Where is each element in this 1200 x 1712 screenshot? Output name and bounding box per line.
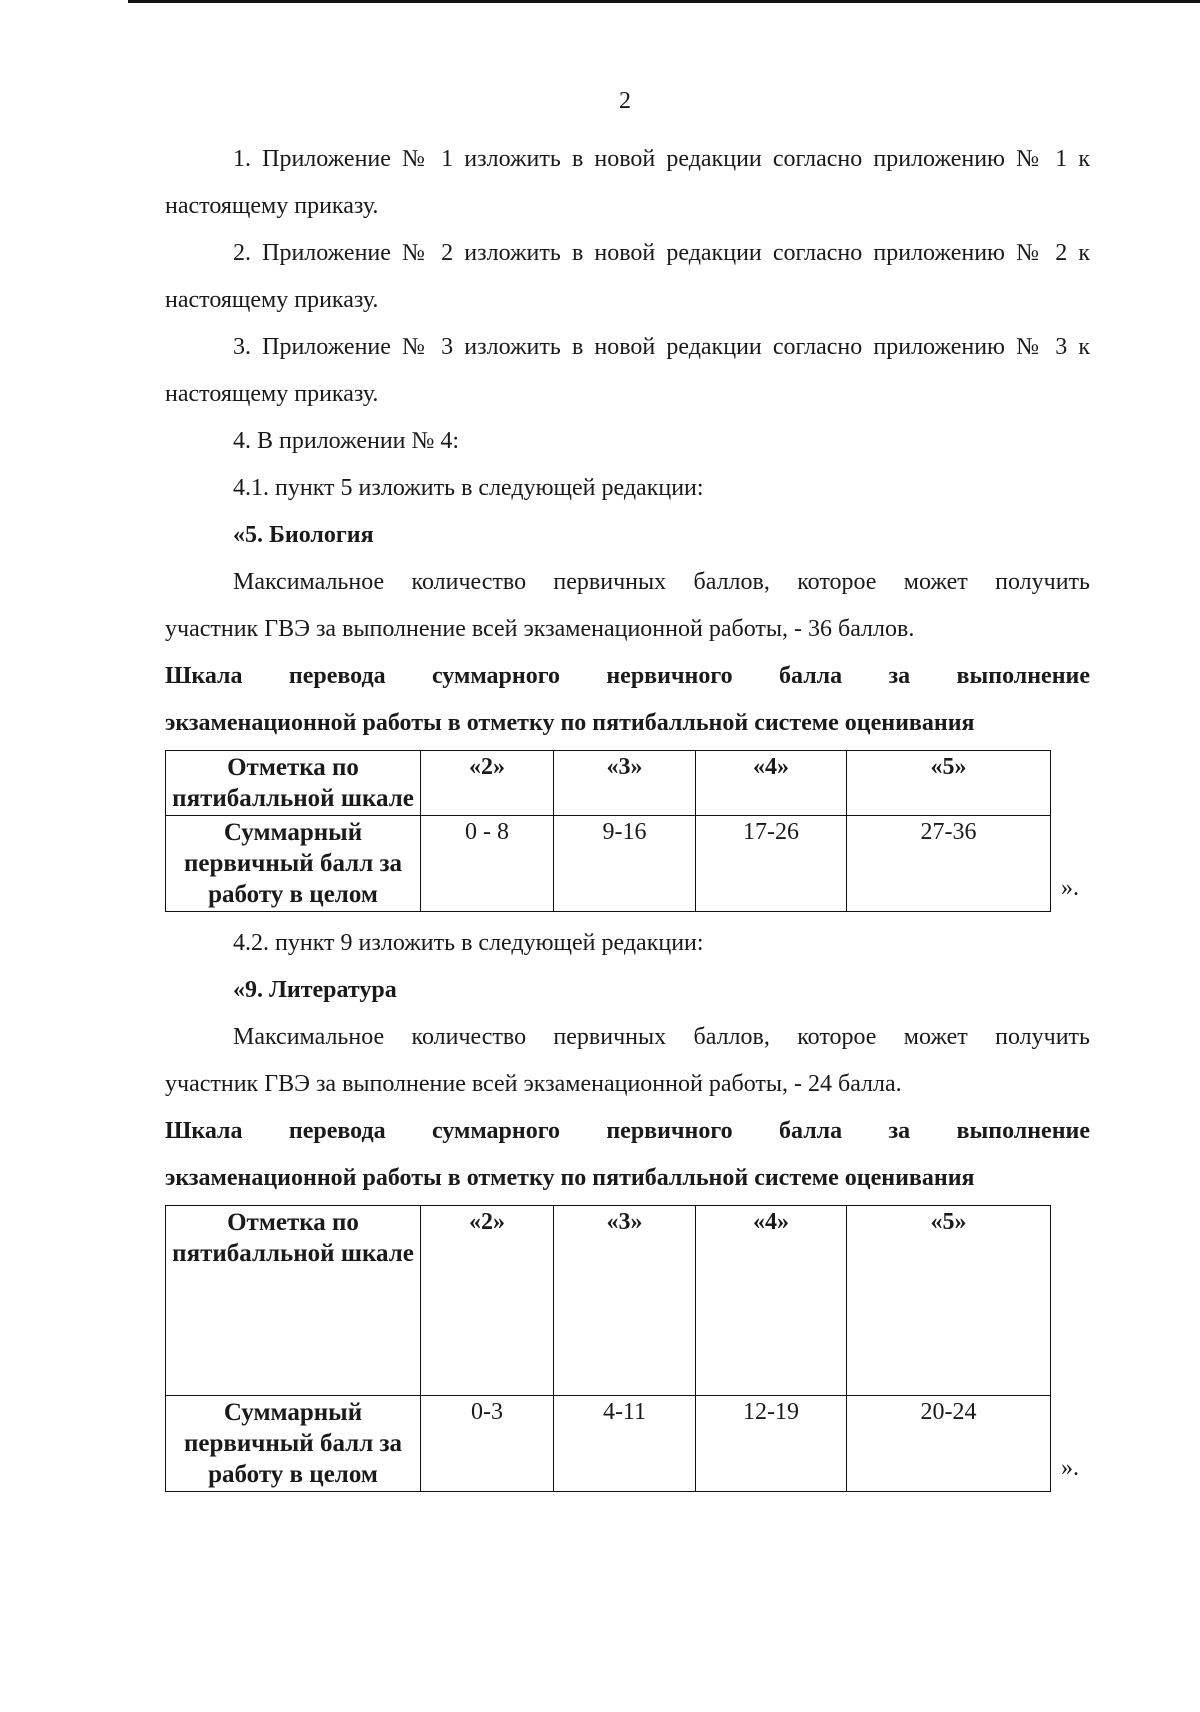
table-header-cell: «2» bbox=[421, 1206, 554, 1396]
table-cell: 17-26 bbox=[696, 816, 847, 912]
table-closing-quote: ». bbox=[1061, 1454, 1079, 1481]
paragraph-item-1-line-1: 1. Приложение № 1 изложить в новой редакции согласно приложению bbox=[233, 146, 1005, 172]
table-row-label: Суммарный первичный балл за работу в целом bbox=[166, 1396, 421, 1492]
paragraph-item-4: 4. В приложении № 4: bbox=[233, 428, 460, 454]
table-cell: 12-19 bbox=[696, 1396, 847, 1492]
paragraph-item-2-line-2: № 2 к настоящему приказу. bbox=[165, 240, 1091, 313]
section-biology-scale-line-1: Шкала перевода суммарного нервичного балла за выполнение bbox=[165, 663, 1090, 689]
section-biology-scale-line-2: экзаменационной работы в отметку по пятибалльной системе оценивания bbox=[165, 710, 975, 736]
literature-grading-table bbox=[165, 1205, 1080, 1492]
section-literature-scale-line-2: экзаменационной работы в отметку по пятибалльной системе оценивания bbox=[165, 1165, 975, 1191]
paragraph-item-2 bbox=[165, 230, 1090, 324]
biology-grading-table bbox=[165, 750, 1080, 912]
table-cell: 20-24 bbox=[847, 1396, 1051, 1492]
section-literature-text-line-1: Максимальное количество первичных баллов, которое может получить bbox=[233, 1024, 1090, 1050]
table-row-label: Суммарный первичный балл за работу в целом bbox=[166, 816, 421, 912]
table-spacer bbox=[1051, 751, 1080, 816]
table-header-cell: «4» bbox=[696, 751, 847, 816]
table-header-cell: «5» bbox=[847, 1206, 1051, 1396]
table-header-cell: Отметка по пятибалльной шкале bbox=[166, 751, 421, 816]
section-literature-scale-line-1: Шкала перевода суммарного первичного балла за выполнение bbox=[165, 1118, 1090, 1144]
table-cell: 9-16 bbox=[554, 816, 696, 912]
table-closing-quote: ». bbox=[1061, 874, 1079, 901]
table-row bbox=[166, 1396, 1080, 1492]
page-number: 2 bbox=[619, 88, 631, 114]
table-header-cell: «3» bbox=[554, 1206, 696, 1396]
document-body bbox=[165, 136, 1090, 1500]
paragraph-item-4-1: 4.1. пункт 5 изложить в следующей редакции: bbox=[233, 475, 704, 501]
table-header-cell: «3» bbox=[554, 751, 696, 816]
table-cell: 0 - 8 bbox=[421, 816, 554, 912]
paragraph-item-3 bbox=[165, 324, 1090, 418]
table-header-cell: «2» bbox=[421, 751, 554, 816]
table-row bbox=[166, 816, 1080, 912]
table-row bbox=[166, 751, 1080, 816]
paragraph-item-3-line-1: 3. Приложение № 3 изложить в новой редакции согласно приложению bbox=[233, 334, 1005, 360]
table-cell: 27-36 bbox=[847, 816, 1051, 912]
section-biology-text-line-1: Максимальное количество первичных баллов, которое может получить bbox=[233, 569, 1090, 595]
table-header-cell: «5» bbox=[847, 751, 1051, 816]
paragraph-item-3-line-2: № 3 к настоящему приказу. bbox=[165, 334, 1091, 407]
section-literature-title: «9. Литература bbox=[233, 977, 397, 1003]
table-header-cell: Отметка по пятибалльной шкале bbox=[166, 1206, 421, 1396]
table-spacer bbox=[1051, 1206, 1080, 1396]
section-biology-title: «5. Биология bbox=[233, 522, 374, 548]
paragraph-item-2-line-1: 2. Приложение № 2 изложить в новой редакции согласно приложению bbox=[233, 240, 1005, 266]
paragraph-item-1-line-2: № 1 к настоящему приказу. bbox=[165, 146, 1091, 219]
section-literature-text-line-2: участник ГВЭ за выполнение всей экзаменационной работы, - 24 балла. bbox=[165, 1071, 902, 1097]
top-border-line bbox=[128, 0, 1200, 3]
table-header-cell: «4» bbox=[696, 1206, 847, 1396]
paragraph-item-4-2: 4.2. пункт 9 изложить в следующей редакции: bbox=[233, 930, 704, 956]
table-cell: 4-11 bbox=[554, 1396, 696, 1492]
table-row bbox=[166, 1206, 1080, 1396]
table-cell: 0-3 bbox=[421, 1396, 554, 1492]
paragraph-item-1 bbox=[165, 136, 1090, 230]
section-biology-text-line-2: участник ГВЭ за выполнение всей экзаменационной работы, - 36 баллов. bbox=[165, 616, 915, 642]
